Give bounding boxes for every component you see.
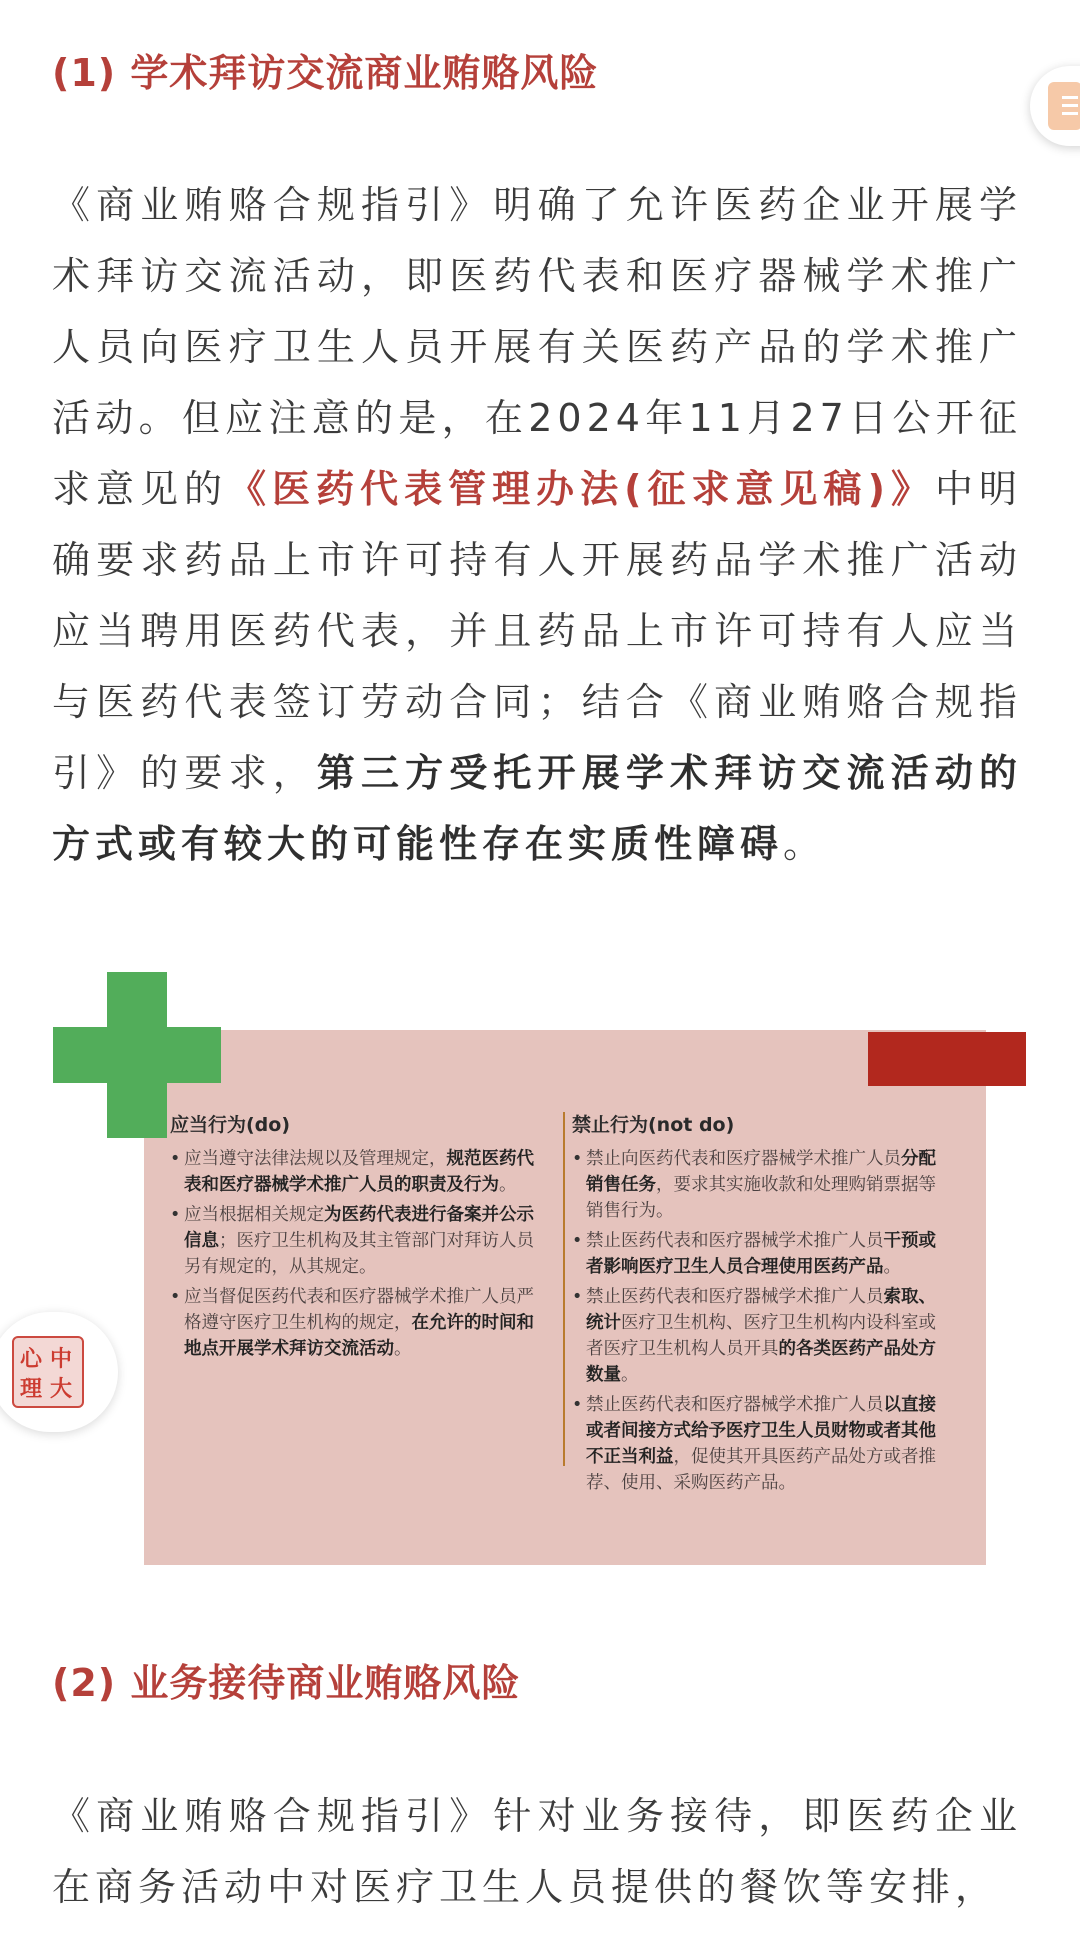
do-item: • 应当督促医药代表和医疗器械学术推广人员严格遵守医疗卫生机构的规定，在允许的时间和地点开展学术拜访交流活动。 [170,1284,546,1362]
highlighted-regulation-link: 《医药代表管理办法(征求意见稿)》 [228,467,935,511]
not-do-item: • 禁止向医药代表和医疗器械学术推广人员分配销售任务，要求其实施收款和处理购销票据等销售行为。 [572,1146,946,1224]
not-do-title: 禁止行为(not do) [572,1114,735,1136]
section-heading-1: (1) 学术拜访交流商业贿赂风险 [52,51,599,95]
green-cross-icon-bar [53,1027,221,1083]
do-item: • 应当遵守法律法规以及管理规定，规范医药代表和医疗器械学术推广人员的职责及行为。 [170,1146,546,1198]
bold-conclusion: 第三方受托开展学术拜访交流活动的方式或有较大的可能性存在实质性障碍 [52,751,1022,866]
not-do-item: • 禁止医药代表和医疗器械学术推广人员以直接或者间接方式给予医疗卫生人员财物或者其他不正当利益，促使其开具医药产品处方或者推荐、使用、采购医药产品。 [572,1392,946,1496]
floating-menu-tab[interactable] [1030,66,1080,146]
section1-paragraph [52,170,1022,880]
paragraph-text: 《商业贿赂合规指引》明确了允许医药企业开展学术拜访交流活动，即医药代表和医疗器械学术推广人员向医疗卫生人员开展有关医药产品的学术推广活动。但应注意的是，在2024年11月27日公开征求意见的 [52,183,1022,511]
paragraph-text: 中明确要求药品上市许可持有人开展药品学术推广活动应当聘用医药代表，并且药品上市许可持有人应当与医药代表签订劳动合同；结合《商业贿赂合规指引》的要求， [52,467,1022,795]
do-column [170,1112,546,1366]
floating-seal-button[interactable] [0,1312,118,1432]
menu-icon [1048,82,1080,130]
not-do-item: • 禁止医药代表和医疗器械学术推广人员索取、统计医疗卫生机构、医疗卫生机构内设科室或者医疗卫生机构人员开具的各类医药产品处方数量。 [572,1284,946,1388]
seal-logo-icon: 中 大 理 心 [12,1336,84,1408]
not-do-item: • 禁止医药代表和医疗器械学术推广人员干预或者影响医疗卫生人员合理使用医药产品。 [572,1228,946,1280]
paragraph-text: 。 [783,822,827,866]
section2-paragraph: 《商业贿赂合规指引》针对业务接待，即医药企业在商务活动中对医疗卫生人员提供的餐饮等安排， [52,1794,1022,1909]
not-do-column [572,1112,946,1500]
do-title: 应当行为(do) [170,1114,291,1136]
section-heading-2: (2) 业务接待商业贿赂风险 [52,1661,521,1705]
column-divider [563,1112,565,1466]
do-item: • 应当根据相关规定为医药代表进行备案并公示信息；医疗卫生机构及其主管部门对拜访人员另有规定的，从其规定。 [170,1202,546,1280]
red-accent-bar [868,1032,1026,1086]
